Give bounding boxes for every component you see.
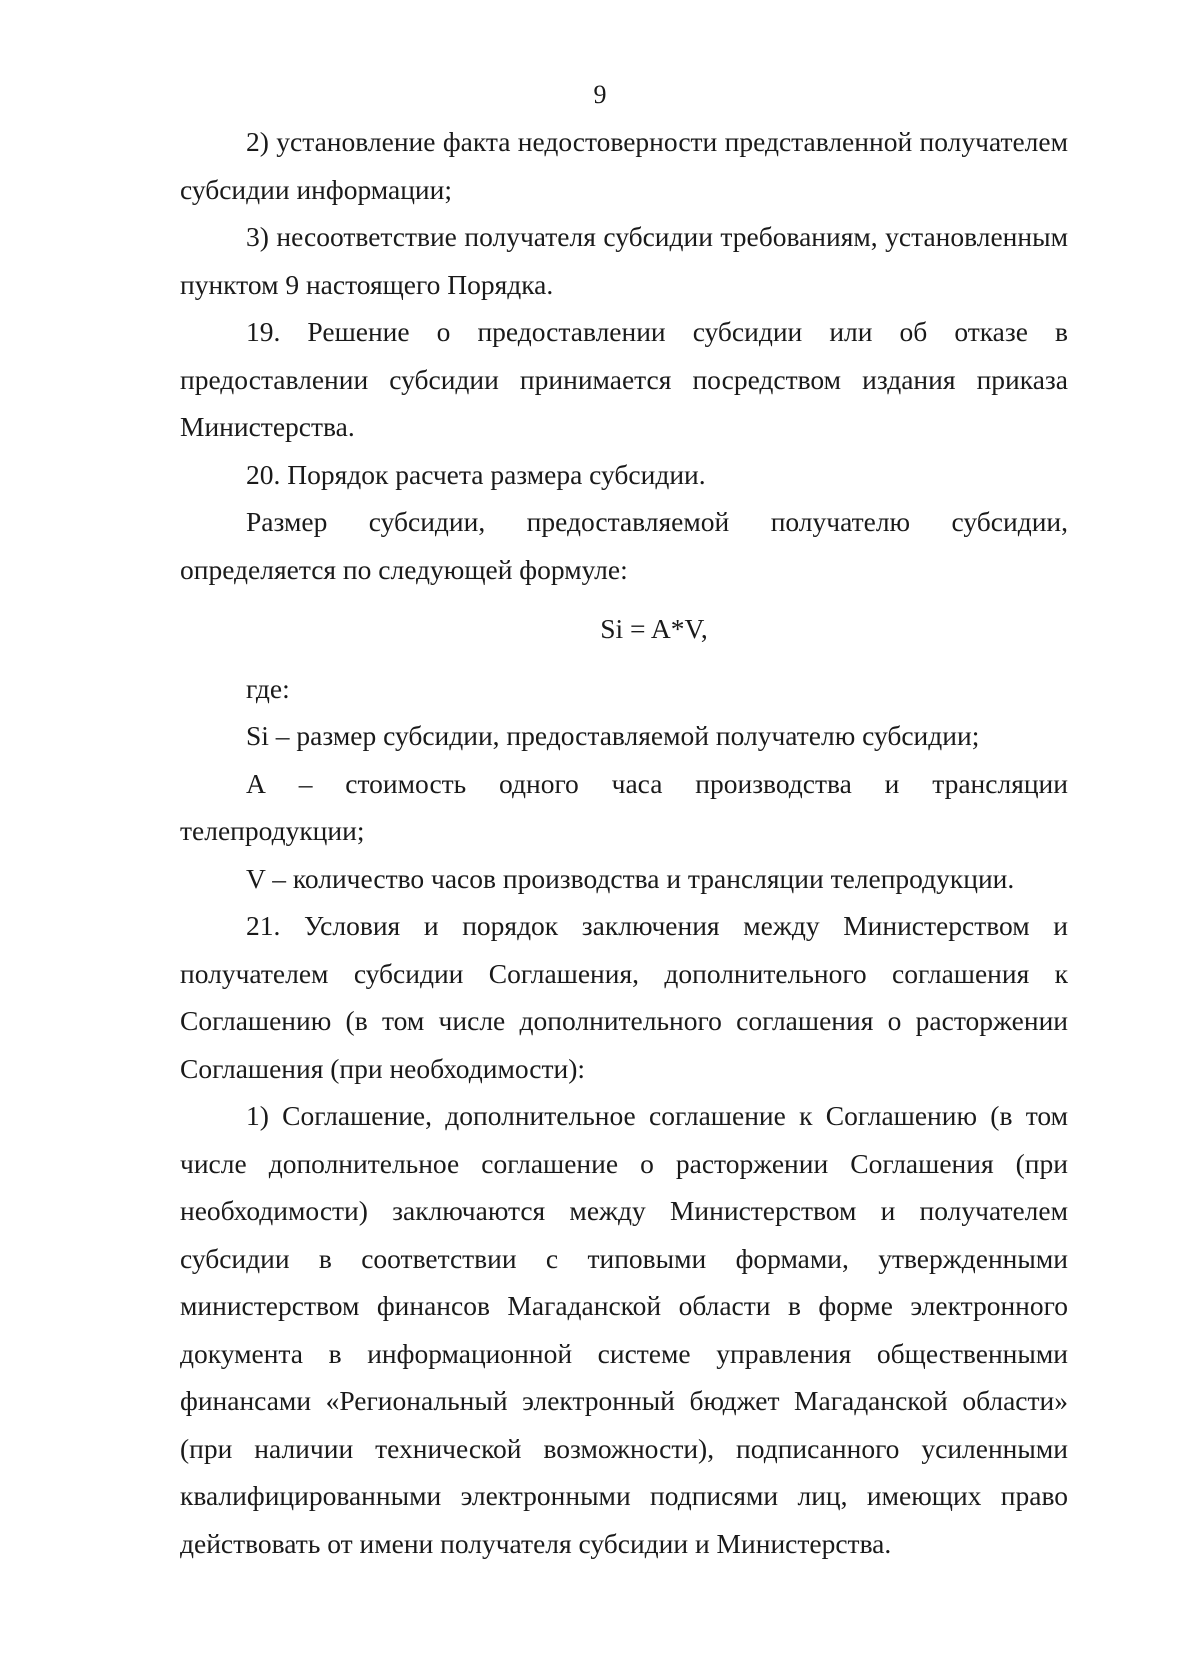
paragraph-where: где: xyxy=(246,672,290,704)
paragraph-item-3: 3) несоответствие получателя субсидии требованиям, установленным пунктом 9 настоящего Порядка. xyxy=(180,221,1068,300)
paragraph-21-item-1: 1) Соглашение, дополнительное соглашение к Соглашению (в том числе дополнительное соглашение о расторжении Соглашения (при необходимости) заключаются между Министерством и получателем субсидии в соответствии с типовыми формами, утвержденными министерством финансов Магаданской области в форме электронного документа в информационной системе управления общественными финансами «Региональный электронный бюджет Магаданской области» (при наличии технической возможности), подписанного усиленными квалифицированными электронными подписями лиц, имеющих право действовать от имени получателя субсидии и Министерства. xyxy=(180,1100,1068,1559)
definition-a: А – стоимость одного часа производства и трансляции телепродукции; xyxy=(180,767,1068,846)
definition-si: Si – размер субсидии, предоставляемой получателю субсидии; xyxy=(246,720,980,751)
paragraph-19: 19. Решение о предоставлении субсидии или об отказе в предоставлении субсидии принимается посредством издания приказа Министерства. xyxy=(180,316,1068,442)
paragraph-20: 20. Порядок расчета размера субсидии. xyxy=(246,458,706,490)
paragraph-subsidy-size: Размер субсидии, предоставляемой получателю субсидии, определяется по следующей формуле: xyxy=(180,506,1068,585)
page-number: 9 xyxy=(593,80,607,109)
paragraph-21: 21. Условия и порядок заключения между Министерством и получателем субсидии Соглашения, дополнительного соглашения к Соглашению (в том числе дополнительного соглашения о расторжении Соглашения (при необходимости): xyxy=(180,910,1068,1084)
document-body xyxy=(180,118,1068,1567)
formula: Si = A*V, xyxy=(600,613,708,644)
paragraph-item-2: 2) установление факта недостоверности представленной получателем субсидии информации; xyxy=(180,126,1068,205)
definition-v: V – количество часов производства и трансляции телепродукции. xyxy=(246,862,1015,894)
